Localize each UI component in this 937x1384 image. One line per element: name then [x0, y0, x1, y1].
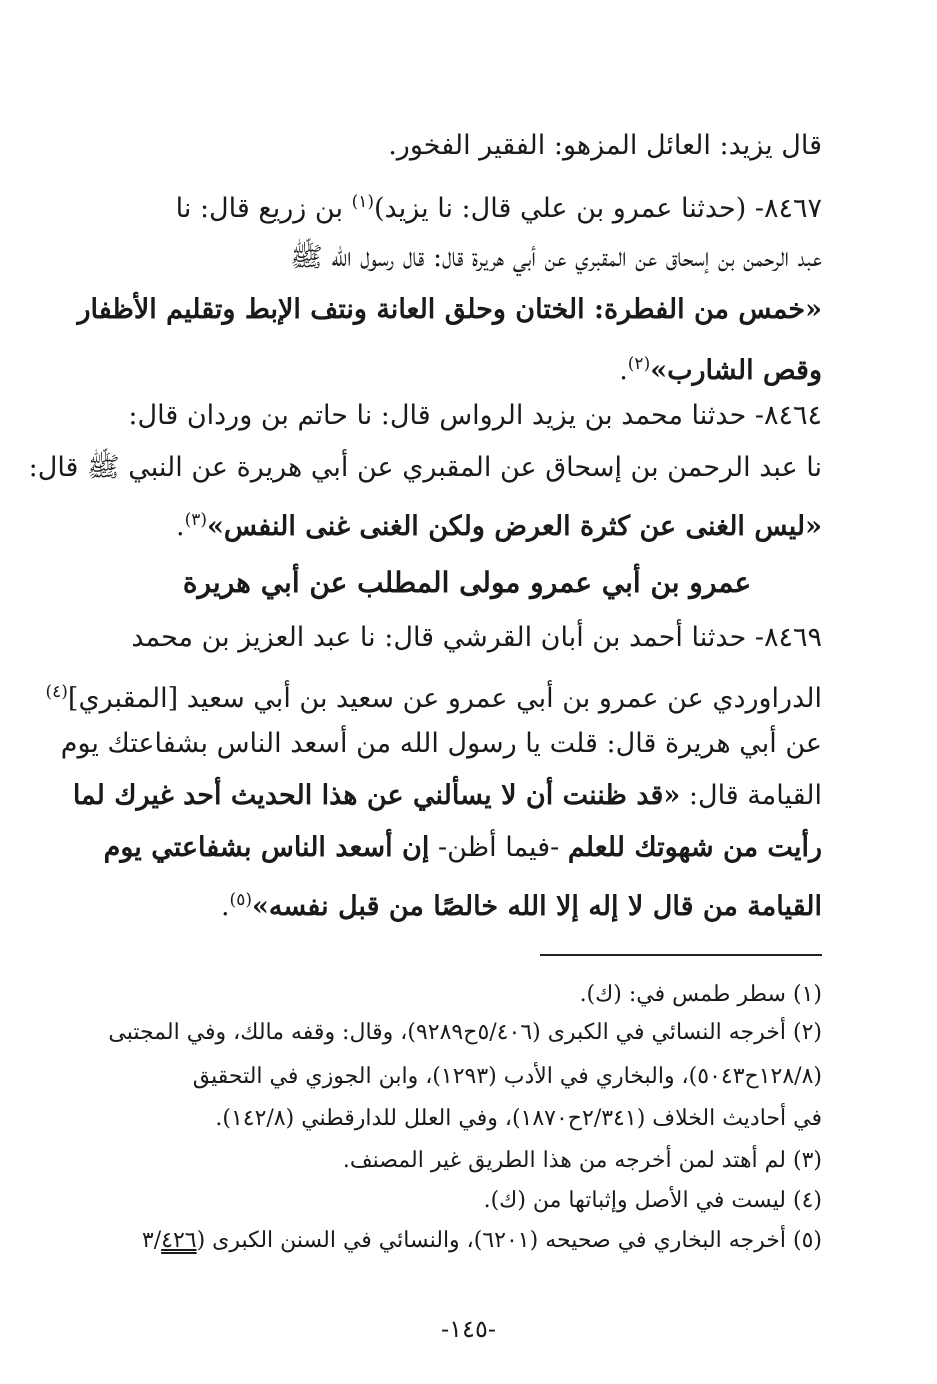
hadith-8469-matn: رأيت من شهوتك للعلم -فيما أظن- إن أسعد الناس بشفاعتي يوم	[103, 832, 822, 863]
hadith-8464-line: ٨٤٦٤- حدثنا محمد بن يزيد الرواس قال: نا حاتم بن وردان قال:	[128, 400, 822, 431]
continuation-mark: ٤٢٦	[161, 1228, 197, 1253]
footnote-3: (٣) لم أهتد لمن أخرجه من هذا الطريق غير المصنف.	[342, 1148, 822, 1173]
footnote-4: (٤) ليست في الأصل وإثباتها من (ك).	[483, 1188, 822, 1213]
footnote-ref: (٤)	[45, 682, 68, 702]
hadith-8469-line: ٨٤٦٩- حدثنا أحمد بن أبان القرشي قال: نا عبد العزيز بن محمد	[131, 622, 822, 653]
footnote-separator	[540, 954, 822, 956]
page-number: -١٤٥-	[441, 1315, 496, 1343]
hadith-8463-line: ٨٤٦٧- (حدثنا عمرو بن علي قال: نا يزيد)$^{(١)}$ بن زريع قال: نا	[175, 192, 822, 224]
hadith-8469-line: الدراوردي عن عمرو بن أبي عمرو عن سعيد بن أبي سعيد [المقبري]$^{(٤)}$	[45, 682, 822, 714]
footnote-ref: (٣)	[184, 510, 207, 530]
hadith-8464-matn: «ليس الغنى عن كثرة العرض ولكن الغنى غنى النفس»$^{(٣)}$.	[175, 510, 822, 542]
footnote-ref: (٥)	[229, 890, 252, 910]
hadith-8463-line: عبد الرحمن بن إسحاق عن المقبري عن أبي هريرة قال: قال رسول الله ﷺ	[290, 242, 822, 273]
hadith-8464-line: نا عبد الرحمن بن إسحاق عن المقبري عن أبي هريرة عن النبي ﷺ قال:	[28, 452, 822, 483]
hadith-8463-matn-end: وقص الشارب»$^{(٢)}$.	[619, 354, 822, 386]
footnote-1: (١) سطر طمس في: (ك).	[579, 982, 822, 1007]
footnote-5: (٥) أخرجه البخاري في صحيحه (٦٢٠١)، والنسائي في السنن الكبرى (٣/٤٢٦	[141, 1228, 822, 1253]
footnote-2-line: في أحاديث الخلاف (٢/٣٤١ح١٨٧٠)، وفي العلل للدارقطني (١٤٢/٨).	[215, 1106, 822, 1131]
hadith-8463-matn: «خمس من الفطرة: الختان وحلق العانة ونتف الإبط وتقليم الأظفار	[77, 294, 822, 325]
footnote-2-line: (١٢٨/٨ح٥٠٤٣)، والبخاري في الأدب (١٢٩٣)، وابن الجوزي في التحقيق	[192, 1064, 822, 1089]
text-line: قال يزيد: العائل المزهو: الفقير الفخور.	[388, 130, 822, 161]
footnote-ref: (٢)	[627, 354, 651, 374]
footnote-2: (٢) أخرجه النسائي في الكبرى (٥/٤٠٦ح٩٢٨٩)، وقال: وقفه مالك، وفي المجتبى	[108, 1020, 822, 1045]
hadith-8469-line: عن أبي هريرة قال: قلت يا رسول الله من أسعد الناس بشفاعتك يوم	[60, 728, 822, 759]
footnote-ref: (١)	[351, 192, 374, 212]
hadith-8469-matn: القيامة قال: «قد ظننت أن لا يسألني عن هذا الحديث أحد غيرك لما	[72, 780, 822, 811]
hadith-8469-matn-end: القيامة من قال لا إله إلا الله خالصًا من قبل نفسه»$^{(٥)}$.	[220, 890, 822, 922]
section-heading: عمرو بن أبي عمرو مولى المطلب عن أبي هريرة	[182, 566, 752, 599]
